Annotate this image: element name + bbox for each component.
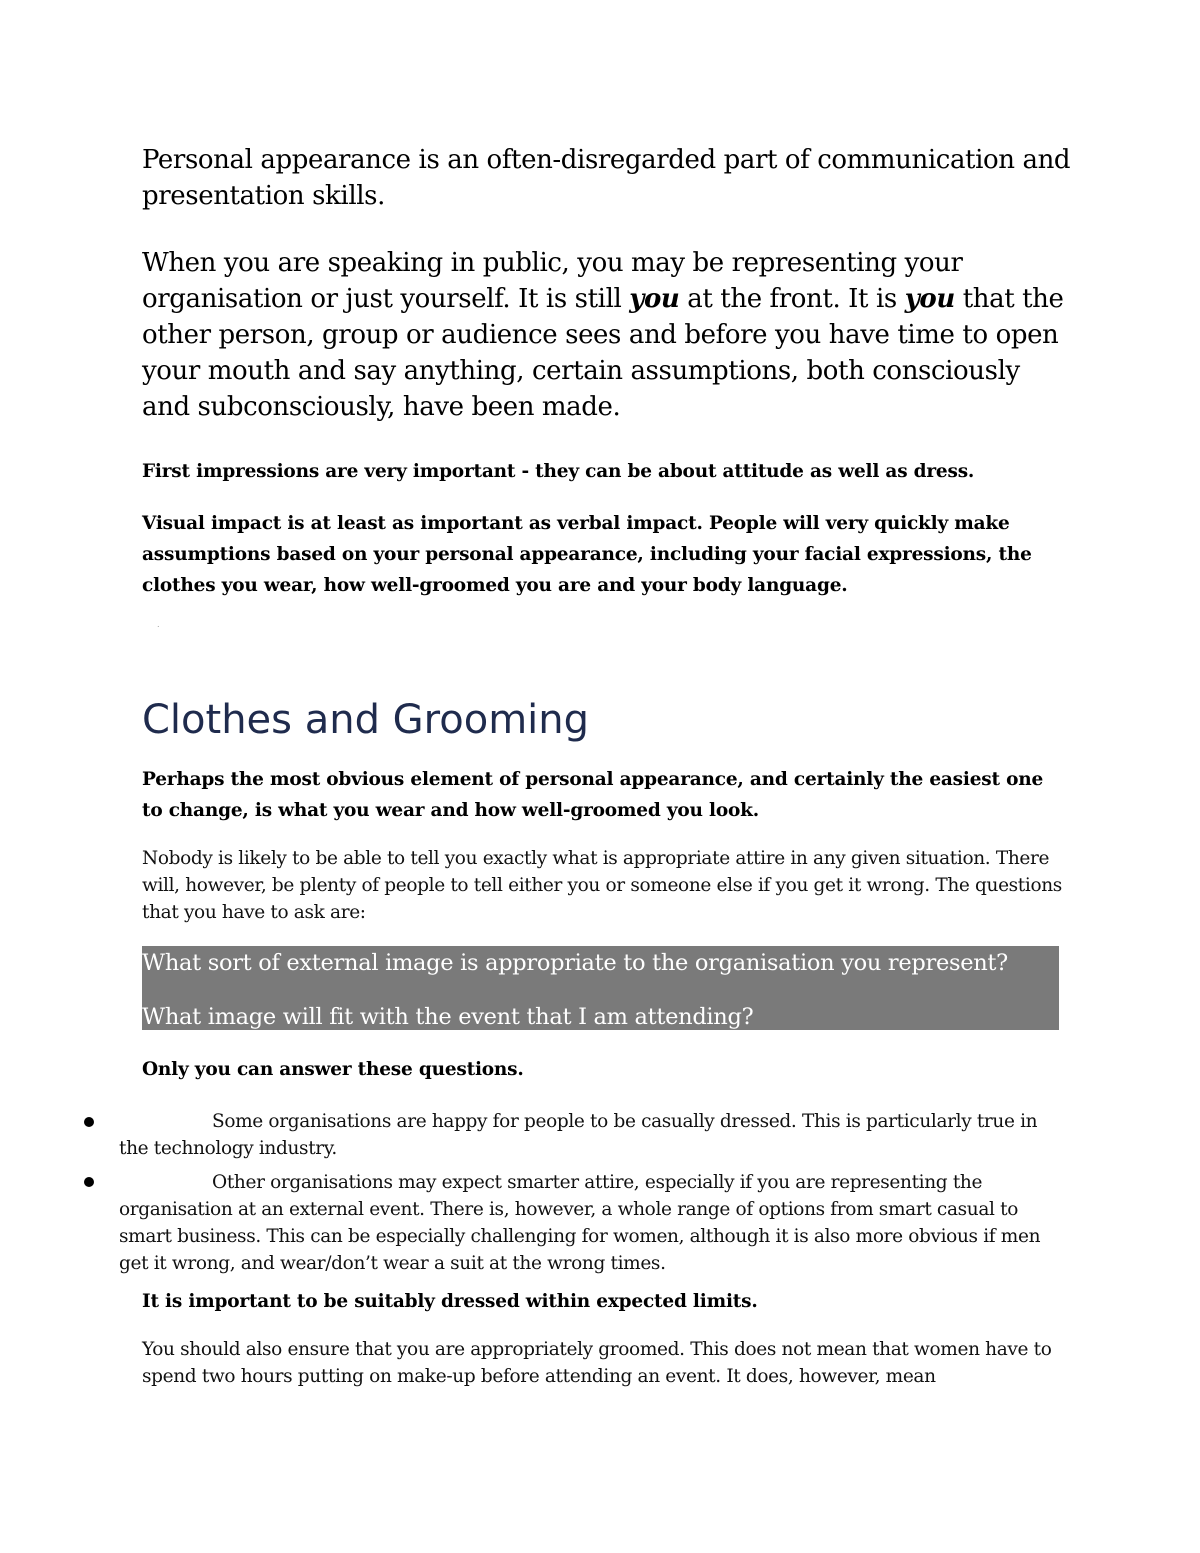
question-2: What image will fit with the event that I am attending?: [142, 1004, 754, 1030]
section-intro-text: Nobody is likely to be able to tell you exactly what is appropriate attire in any given situation. There will, however, be plenty of people to tell either you or someone else if you get it wrong. The questions that you have to ask are:: [142, 848, 1062, 923]
intro-paragraph-1: Personal appearance is an often-disregarded part of communication and presentation skills.: [142, 145, 1071, 211]
intro-p2-text-1: When you are speaking in public, you may be representing your organisation or just yourself. It is still: [142, 248, 963, 314]
intro-paragraph-2: [142, 245, 1072, 425]
first-impressions-text: First impressions are very important - they can be about attitude as well as dress.: [142, 461, 975, 482]
section-lead-text: Perhaps the most obvious element of personal appearance, and certainly the easiest one to change, is what you wear and how well-groomed you look.: [142, 769, 1044, 821]
section-heading: Clothes and Grooming: [142, 697, 590, 743]
bullet-item-2: Other organisations may expect smarter attire, especially if you are representing the organisation at an external event. There is, however, a whole range of options from smart casual to smart business. This can be especially challenging for women, although it is also more obvious if men get it wrong, and wear/don’t wear a suit at the wrong times.: [119, 1172, 1041, 1274]
bullet-dot-2: [84, 1177, 94, 1187]
bullet-dot-1: [84, 1117, 94, 1127]
bullet-item-1: Some organisations are happy for people to be casually dressed. This is particularly true in the technology industry.: [119, 1111, 1038, 1159]
visual-impact-text: Visual impact is at least as important as verbal impact. People will very quickly make assumptions based on your personal appearance, including your facial expressions, the clothes you wear, how well-groomed you are and your body language.: [142, 513, 1032, 596]
stray-mark: .: [157, 620, 160, 629]
question-1: What sort of external image is appropriate to the organisation you represent?: [142, 950, 1008, 976]
intro-p2-emphasis-2: you: [904, 284, 955, 314]
intro-p2-text-2: at the front. It is: [679, 284, 905, 314]
grooming-text-2: mean that women have to spend two hours putting on make-up before attending an event. It does, however, mean: [142, 1339, 1052, 1387]
grooming-paragraph: [142, 1336, 1062, 1390]
suitably-dressed-text: It is important to be suitably dressed within expected limits.: [142, 1291, 758, 1312]
intro-p2-emphasis-1: you: [629, 284, 680, 314]
grooming-bold-not: not: [781, 1339, 811, 1360]
grooming-text-1: You should also ensure that you are appropriately groomed. This does: [142, 1339, 782, 1360]
intro-p2-text-3: that the other person, group or audience sees and before you have time to open your mouth and say anything, certain assumptions, both consciously and subconsciously, have been made.: [142, 284, 1064, 422]
only-you-text: Only you can answer these questions.: [142, 1059, 524, 1080]
